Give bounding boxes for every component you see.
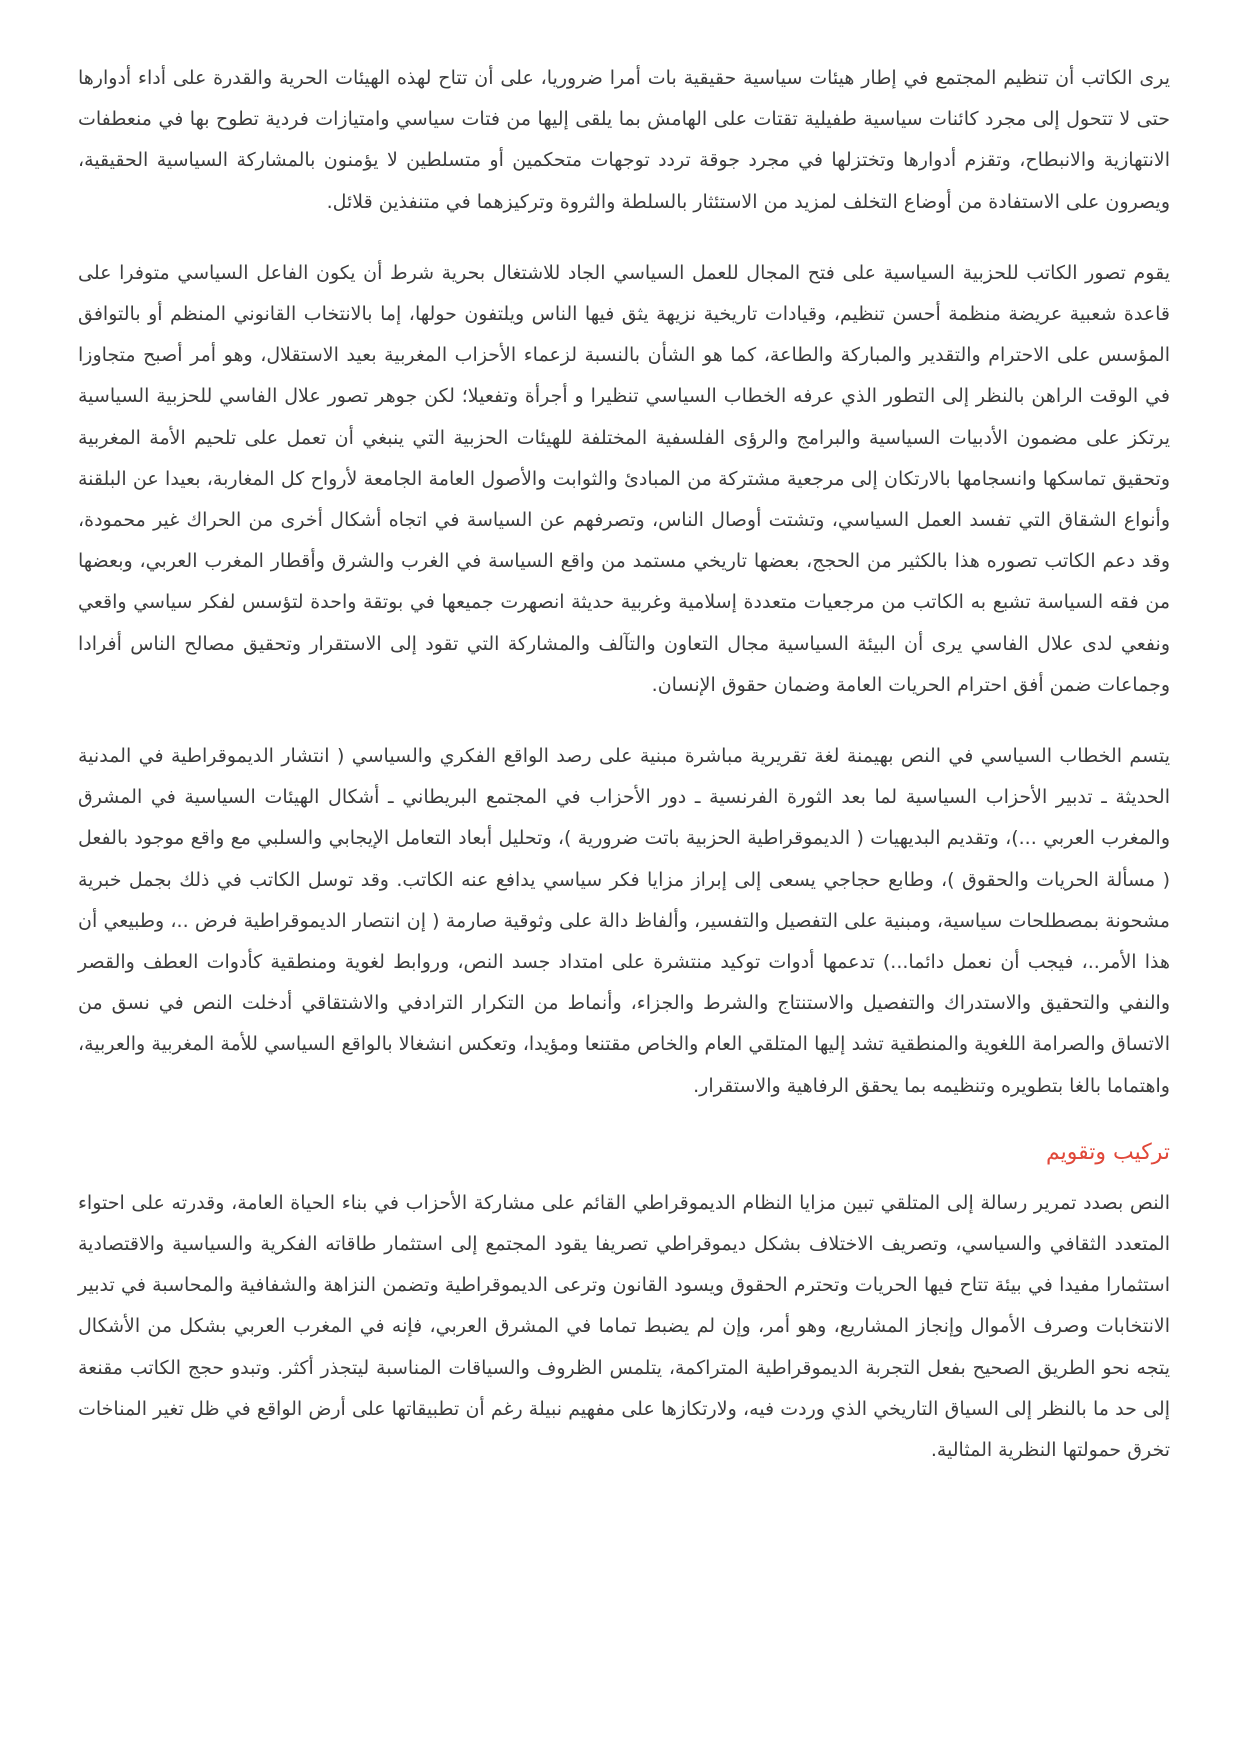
paragraph-discourse-analysis: يتسم الخطاب السياسي في النص بهيمنة لغة تقريرية مباشرة مبنية على رصد الواقع الفكري والسياسي ( انتشار الديموقراطية في المدنية الحديثة ـ تدبير الأحزاب السياسية لما بعد الثورة الفرنسية ـ دور الأحزاب في المجتمع البريطاني ـ أشكال الهيئات السياسية في المشرق والمغرب العربي ...)، وتقديم البديهيات ( الديموقراطية الحزبية باتت ضرورية )، وتحليل أبعاد التعامل الإيجابي والسلبي مع واقع موجود بالفعل ( مسألة الحريات والحقوق )، وطابع حجاجي يسعى إلى إبراز مزايا فكر سياسي يدافع عنه الكاتب. وقد توسل الكاتب في ذلك بجمل خبرية مشحونة بمصطلحات سياسية، ومبنية على التفصيل والتفسير، وألفاظ دالة على وثوقية صارمة ( إن انتصار الديموقراطية فرض ..، وطبيعي أن هذا الأمر..، فيجب أن نعمل دائما...) تدعمها أدوات توكيد منتشرة على امتداد جسد النص، وروابط لغوية ومنطقية كأدوات العطف والقصر والنفي والتحقيق والاستدراك والتفصيل والاستنتاج والشرط والجزاء، وأنماط من التكرار الترادفي والاشتقاقي أدخلت النص في نسق من الاتساق والصرامة اللغوية والمنطقية تشد إليها المتلقي العام والخاص مقتنعا ومؤيدا، وتعكس انشغالا بالواقع السياسي للأمة المغربية والعربية، واهتماما بالغا بتطويره وتنظيمه بما يحقق الرفاهية والاستقرار. — [78, 745, 1170, 1097]
paragraph-conclusion: النص بصدد تمرير رسالة إلى المتلقي تبين مزايا النظام الديموقراطي القائم على مشاركة الأحزاب في بناء الحياة العامة، وقدرته على احتواء المتعدد الثقافي والسياسي، وتصريف الاختلاف بشكل ديموقراطي تصريفا يقود المجتمع إلى استثمار طاقاته الفكرية والسياسية والاقتصادية استثمارا مفيدا في بيئة تتاح فيها الحريات وتحترم الحقوق ويسود القانون وترعى الديموقراطية وتضمن النزاهة والشفافية والمحاسبة في تدبير الانتخابات وصرف الأموال وإنجاز المشاريع، وهو أمر، وإن لم يضبط تماما في المشرق العربي، فإنه في المغرب العربي بشكل من الأشكال يتجه نحو الطريق الصحيح بفعل التجربة الديموقراطية المتراكمة، يتلمس الظروف والسياقات المناسبة ليتجذر أكثر. وتبدو حجج الكاتب مقنعة إلى حد ما بالنظر إلى السياق التاريخي الذي وردت فيه، ولارتكازها على مفهيم نبيلة رغم أن تطبيقاتها على أرض الواقع في ظل تغير المناخات تخرق حمولتها النظرية المثالية. — [78, 1191, 1170, 1462]
paragraph-political-organization: يرى الكاتب أن تنظيم المجتمع في إطار هيئات سياسية حقيقية بات أمرا ضروريا، على أن تتاح لهذه الهيئات الحرية والقدرة على أداء أدوارها حتى لا تتحول إلى مجرد كائنات سياسية طفيلية تقتات على الهامش بما يلقى إليها من فتات سياسي وامتيازات فردية تطوح بها في منعطفات الانتهازية والانبطاح، وتقزم أدوارها وتختزلها في مجرد جوقة تردد توجهات متحكمين أو متسلطين لا يؤمنون بالمشاركة السياسية الحقيقية، ويصرون على الاستفادة من أوضاع التخلف لمزيد من الاستئثار بالسلطة والثروة وتركيزهما في متنفذين قلائل. — [78, 67, 1170, 213]
section-heading-synthesis: تركيب وتقويم — [1046, 1139, 1170, 1165]
paragraph-party-concept: يقوم تصور الكاتب للحزبية السياسية على فتح المجال للعمل السياسي الجاد للاشتغال بحرية شرط أن يكون الفاعل السياسي متوفرا على قاعدة شعبية عريضة منظمة أحسن تنظيم، وقيادات تاريخية نزيهة يثق فيها الناس ويلتفون حولها، إما بالانتخاب القانوني المنظم أو بالتوافق المؤسس على الاحترام والتقدير والمباركة والطاعة، كما هو الشأن بالنسبة لزعماء الأحزاب المغربية بعيد الاستقلال، وهو أمر أصبح متجاوزا في الوقت الراهن بالنظر إلى التطور الذي عرفه الخطاب السياسي تنظيرا و أجرأة وتفعيلا؛ لكن جوهر تصور علال الفاسي للحزبية السياسية يرتكز على مضمون الأدبيات السياسية والبرامج والرؤى الفلسفية المختلفة للهيئات الحزبية التي ينبغي أن تعمل على تلحيم الأمة المغربية وتحقيق تماسكها وانسجامها بالارتكان إلى مرجعية مشتركة من المبادئ والثوابت والأصول العامة الجامعة لأرواح كل المغاربة، بعيدا عن البلقنة وأنواع الشقاق التي تفسد العمل السياسي، وتشتت أوصال الناس، وتصرفهم عن السياسة في اتجاه أشكال أخرى من الحراك غير محمودة، وقد دعم الكاتب تصوره هذا بالكثير من الحجج، بعضها تاريخي مستمد من واقع السياسة في الغرب والشرق وأقطار المغرب العربي، وبعضها من فقه السياسة تشبع به الكاتب من مرجعيات متعددة إسلامية وغربية حديثة انصهرت جميعها في بوتقة واحدة لتؤسس لفكر سياسي واقعي ونفعي لدى علال الفاسي يرى أن البيئة السياسية مجال التعاون والتآلف والمشاركة التي تقود إلى الاستقرار وتحقيق مصالح الناس أفرادا وجماعات ضمن أفق احترام الحريات العامة وضمان حقوق الإنسان. — [78, 261, 1170, 696]
document-page — [78, 58, 1170, 1501]
